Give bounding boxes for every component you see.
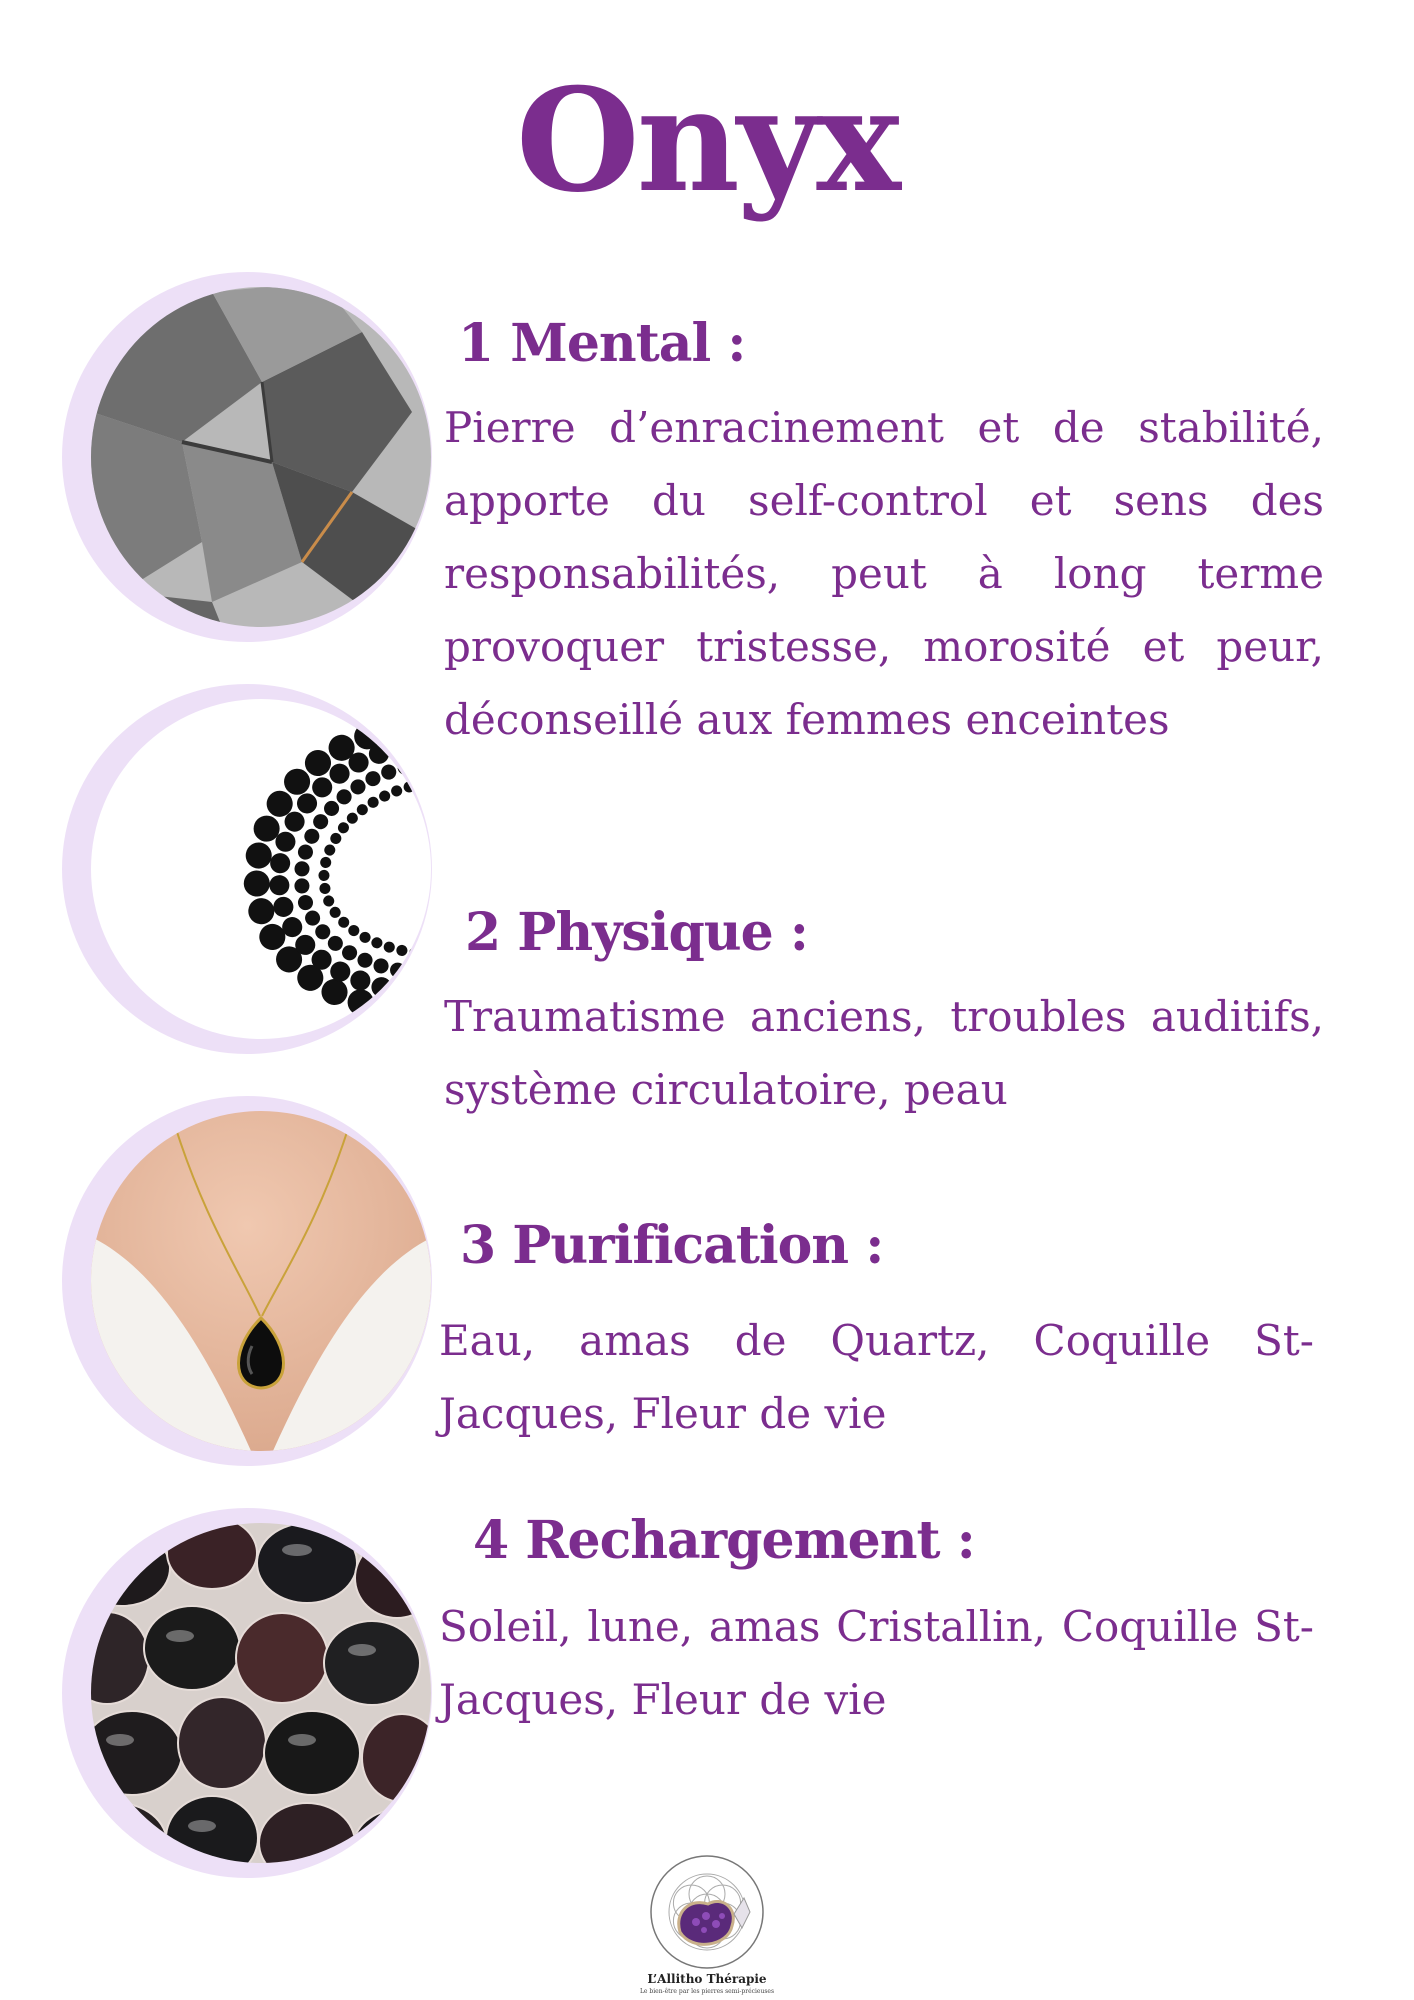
tumbled-onyx-stones-icon — [62, 1508, 432, 1878]
section-4-photo — [62, 1508, 432, 1878]
section-3-body: Eau, amas de Quartz, Coquille St-Jacques, Fleur de vie — [439, 1316, 1314, 1438]
section-1-body: Pierre d’enracinement et de stabilité, apporte du self-control et sens des responsabilités, peut à long terme provoquer tristesse, morosité et peur, déconseillé aux femmes enceintes — [444, 403, 1324, 744]
flower-of-life-geode-icon — [632, 1854, 782, 1972]
onyx-bead-strands-icon — [62, 684, 432, 1054]
section-4-heading: 4 Rechargement : — [473, 1510, 975, 1571]
section-4-body: Soleil, lune, amas Cristallin, Coquille St-Jacques, Fleur de vie — [439, 1602, 1314, 1724]
onyx-pendant-necklace-icon — [62, 1096, 432, 1466]
section-2-body: Traumatisme anciens, troubles auditifs, système circulatoire, peau — [444, 992, 1324, 1114]
section-2-heading: 2 Physique : — [465, 902, 808, 963]
raw-onyx-stones-icon — [62, 272, 432, 642]
section-1-heading: 1 Mental : — [458, 313, 746, 374]
section-3-heading: 3 Purification : — [460, 1215, 884, 1276]
section-3-photo — [62, 1096, 432, 1466]
section-1-photo — [62, 272, 432, 642]
section-2-photo — [62, 684, 432, 1054]
brand-logo — [632, 1854, 782, 2000]
logo-name: L’Allitho Thérapie — [647, 1972, 767, 1986]
page-title: Onyx — [515, 58, 899, 224]
logo-tagline: Le bien-être par les pierres semi-précieuses — [639, 1988, 775, 1995]
